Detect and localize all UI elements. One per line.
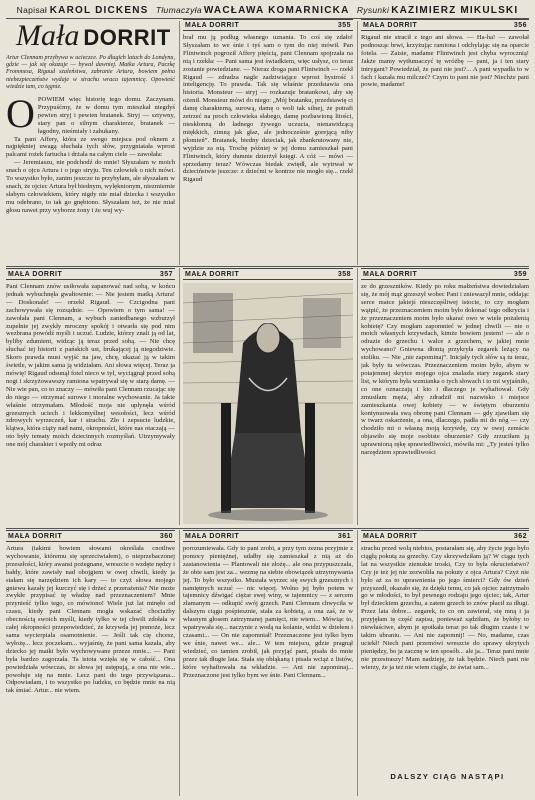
column-head-title: MAŁA DORRIT [363,270,418,278]
column-separator [179,530,180,796]
column-separator [357,21,358,265]
page-number: 362 [513,532,527,540]
column-separator [179,268,180,525]
column-head [361,19,529,31]
story-intro: Artur Clennam przybywa w ucieczce. Po długich latach do Londynu, gdzie — jak się okazuje — bywał dawniej. Matka Artura, Paczkę Frommesa, Rigaud szaleństwa, zabranie Artura, bowiem pełna niebezpieczeństw wydaje w strachu wraca tajemnicę. Opowieść wiedzie tam, co tęgnie. [6,55,175,90]
column-6 [361,268,529,525]
column-separator [357,530,358,796]
column-head-title: MAŁA DORRIT [8,532,63,540]
column-1-text [6,91,175,215]
column-separator [357,268,358,525]
column-6-text: ze do grzeszników. Kiedy po roku małżeństwa dowiedziałam się, że mój mąż grzeszył wobec Pani i zniewazył mnie, oddając serce matce jakiejś nieszczęśliwej istocie, to czy mogłam wątpić, że przeznaczeniem moim było dokonać tego odkrycia i że przeznaczeniem moim było ukarać owo w wiele pożalenią kobietę? Czy mogłam zapomnieć w jednej chwili — nie o moich własnych krzywdach, kimże bowiem jestem! — ale o odrazie do grzechu i walce z grzechem, w jakiej mnie wychowano? Gniewna dłonią przykryła zegarek leżący na stoliku. — Nie „nie zapominaj”. Inicjały tych słów są tu teraz, jak były tu wówczas. Przeznaczeniem moim było, abym w potajemnej skrytce mojego ojca znalazła stary zegarek stary list, w którym była wzmianka o tych słowach i to mi wyjaśniło, co one oznaczają i kto i dlaczego je wyhaftował. Gdy zmusiłam męża, aby zdradził mi nazwisko i miejsce zamieszkania owej kobiety — w świętym oburzeniu kontynuowała swą obronę pani Clennam — gdy zjawiłam się w twarz oskarżenie, a ona, dlaczego, padła mi do nóg — czy chodziło mi o własną moją krzywdę, czy w owej zemście objawiło się moje osobiste oburzenie? Gdy zrzuciłam ją uprawnioną rękę sprawiedliwości, mówiła mi: „Ty jesteś tylko narzędziem sprawiedliwości [361,283,529,457]
header-translator-label: Tłumaczyła [155,5,202,15]
paragraph: — Jeremiaszu, nie podchodź do mnie! Słyszałam w moich snach o ojcu Artura i o jego stryju. Ten człowiek o nich mówi. To wszystko było, zanim jeszcze tu przybyłam, ale słyszałam w snach, że ojciec Artura był biednym, wylęknionym, niezmiernie słabym człowiekiem, który nigdy nie miał dziecka i wszystko mu odebrano, to tak go gnębiono. Słyszałam też, że nie miał głosu nawet przy wyborze żony i że wuj wy- [6,159,175,214]
continued-notice: DALSZY CIĄG NASTĄPI [390,772,505,781]
column-head-title: MAŁA DORRIT [363,532,418,540]
column-head-title: MAŁA DORRIT [185,532,240,540]
column-head [6,530,175,542]
column-head-title: MAŁA DORRIT [8,270,63,278]
column-head-title: MAŁA DORRIT [185,21,240,29]
header-translator: WACŁAWA KOMARNICKA [203,4,350,16]
header-prefix: Napisał [16,5,48,15]
page-number: 359 [513,270,527,278]
column-separator [179,21,180,265]
page-number: 358 [337,270,351,278]
page-number: 355 [337,21,351,29]
column-head [183,530,353,542]
column-head [6,268,175,280]
page-number: 357 [159,270,173,278]
column-head-title: MAŁA DORRIT [185,270,240,278]
column-7 [6,530,175,796]
page-number: 361 [337,532,351,540]
story-title [6,21,175,51]
title-part1: Mała [16,21,80,52]
column-head-title: MAŁA DORRIT [363,21,418,29]
column-8 [183,530,353,796]
column-head [361,268,529,280]
column-9-text: strachu przed wolą niebios, postarałam się, aby życie jego było ciągłą pokutą za grzechy. Czy skrzywdziłam ją? W ciągu tych lat na wszystkie ziemskie troski, Czy to była okrucieństwo? Czy je też jej nie zezwoliła na pokuty z ojca Artura? Czyż nie było aż za to uprawnienia po jego śmierci? Gdy ów dzień przyszedł, okazało się, że dzięki temu, co jak ojciec zatrzymało go w młodości, to był pewnego rodzaju jego ojciec; tak, Artur był dzieckiem grzechu, a zatem grzech to znów płacił za długi. Przez lata dobre... zegarek, to co on zawierał, się mną i ja przyjęłam tę część zapisu, ponieważ sądziłam, że byłoby to niewłaściwe, abym je spotkała teraz po tak długim czasie i w takim ubraniu. — Ani nie zapomnij! — No, madame, czas uciekł! Niech pani przemówi wreszcie do sprawy ukrytych pieniędzy, bo ja zacznę w ten sposób... ale ja... Teraz pani mnie nie przestraszy! Mam nadzieję, że tak będzie. Niech pani nie wierzy, że ja też nie wiem ciągle, że świat sam... [361,545,529,671]
column-5 [183,268,353,525]
column-2-text: brał mu ją podług własnego uznania. To coś się zdało! Słyszałam to we śnie i tyś sam o tym do niej mówił. Pan Flintwinch pogroził Affery pięścią, pani Clennam spojrzała na nią i rzekła: — Pani sama jest świadkiem, więc usłysz, co teraz zostanie powiedziane. — Nieraz droga pani Flintwinch — rzekł Rigaud — zdradza nagle zadziwiające wprost bystrość i inteligencję. To prawda. Tak się właśnie przedstawia ona historia. Monsieur — stryj — rozkazuje bratankowi, aby się ożenił. Monsieur mówi do niego: „Mój bratanku, przedstawię ci damę charakterną, surową, damę o woli tak silnej, że potrafi zetrzeć na proch człowieka słabego, damę pozbawioną litości, nieskłonną do ładnego żywego uczucia, nienawidzącą miękkich, zimną jak głaz, ale jednocześnie gorejącą niby płomień”. Bratanek, biedny dzieciak, jak zbankrutowany nie, wyjdzie za nią. Trochę później w jej domu zamieszkał pani Flintwinch, który dumnie dzierżył księgi. A cóż — mówi — sprzedamy teraz? Wówczas biedak zwiędł, ale wytrwał w dzieciństwie jeszcze: z dziećmi w kontrze nie mogło się... rzekł Rigaud [183,34,353,184]
page-number: 356 [513,21,527,29]
page-number: 360 [159,532,173,540]
title-part2: DORRIT [83,25,171,50]
column-2 [183,19,353,265]
drop-cap: O [6,91,35,137]
header-author: KAROL DICKENS [49,4,149,16]
column-9 [361,530,529,770]
column-1 [6,21,175,264]
row-separator [6,528,529,529]
header-illustrator: KAZIMIERZ MIKULSKI [391,4,519,16]
column-head [183,268,353,280]
paragraph: Ta pani Affery, która ze swego miejsca pod oknem z najpiękniej uwagą słuchała tych słów, przygniatała wprost palcami rożek fartucha i drżała na całym ciele — zawołała: [6,135,175,159]
row-separator [6,266,529,267]
column-4-text: Pani Clennam znów usiłowała zapanować nad sobą, w końcu jednak wybuchnęła gwałtownie: — Nie jestem matką Artura! — Doskonale! — orzekł Rigaud. — Czcigodna pani zachowywała się rozsądnie. — Opowiem o tym sama! — zawołała pani Clennam, a wybuch zaniedbanego wzburzył zupełnie jej zwykły mroczny spokój i otwarła się pod nim wezbrana powódź myśli i uczuć. Ludzie, którzy znali ją od lat, byliby zdumieni, widząc ją teraz przed sobą. — Nie chcę słuchać tej historii z pańskich ust, brukającej ją niegodziwie. Skoro prawda musi wyjść na jaw, chcę, ukazać ją w takim świetle, w jakim sama ją widziałam. Ani słowa więcej. Teraz ja mówię! Rigaud odsunął fotel nieco w tył, wyciągnął przed sobą nogi i skrzyżowawszy ramiona wpatrywał się w starą damę. — Nie wie pan, co to znaczy — mówiła pani Clennam rzucając się do niego — otrzymać surowe i moralne wychowanie. Ja takie właśnie otrzymałam. Młodość moja nie upłynęła wśród grzesznych uciech i lekkomyślnej wesołości, lecz wśród zdrowych wyrzeczeń, kar i strachu. Zło i zepsucie ludzkie, klątwa, która ciąży nad nami, okropności, które nas otaczają — oto były tematy moich dziecinnych rozmyślań. Utrzymywały one mój charakter i wpoiły mi odraz [6,283,175,449]
column-head [361,530,529,542]
column-8-text: porozumiewała. Gdy to pani zrobi, a przy tym zezna przyjmie z pomocy pieniężnej, udałby się zamieszkał z nią aż do zastanowienia — Plantowali nie złożę... ale ona przypuszczała, że obie sam jest za... wezmę na siebie obowiązek utrzymywania jej. To było wszystko. Musiała wyrzec się swych grzesznych i namiętnych uczuć — nic więcej. Wolno jej było potem w tajemnicy dźwigać ciężar swej winy, w tajemnicy — z sercem złamanym — odkupić swój grzech. Pani Clennam chwyciła w dalszym ciągu pośpiesznie, stała za kobietą, a ona zaś, że w własnym głosem zatrzymanej pamięci, nie wiem... Mówiąc to, wpatrywała się... naczynie z wodą na kolanie, widzi w dziełem i czasami... — On nie zapomniał! Przeznaczone jest tylko bym we śnie, nawet we... ale... W tem miejscu, gdzie pragnął wiedzieć, co tamten zrobił, jak przyjąć pani, pisała do mnie przez tak długie lata. Stała się obłąkaną i pisała wciąż z listów, które wyhaftowała na wkładzie. — Ani nie zapominaj... Przeznaczone jest tylko bym we śnie. Pani Clennam... [183,545,353,679]
paragraph: POWIEM więc historię tego domu. Zaczynam. Przypuśćmy, że w domu tym mieszkał niegdyś pewien stryj i pewien bratanek. Stryj — sztywny, stary pan o silnym charakterze, bratanek — łagodny, nieśmiały i zahukany. [37,96,175,135]
illustration-woman-in-chair [183,283,353,524]
column-3-text: Rigaud nie stracił z tego ani słowa. — Ha-ha! — zawołał podnosząc brwi, krzyżując ramiona i odchylając się na oparcie fotela. — Zaiste, madame Flintwinch jest chyba wyrocznią! Jakże mamy wytłumaczyć tę wróżbę — pani, ja i ten stary intrygant? Powiedział, że pani nie jest?... A pani wypadła to w fach i kazała mu milczeć? Czym to pani nie jest? Niechże pani powie, madame! [361,34,529,89]
column-head [183,19,353,31]
column-4 [6,268,175,525]
column-7-text: Artura (takimi bowiem słowami określała cnotliwe wychowanie, któremu się sprzeciwiałem), o nieprzebaczonej przeszłości, który awansi pożegnane, wreszcie o wzdęte nędzy i bałdy, które zawisły nad obojgiem w owej chwili, kiedy ja stałam się narzędziem ich kary — to czyż słowa mojego gniewu kazały jej kurczyć się i drżeć z przerażenia? Nie może zwykłe przypisać tę władzę nad przeznaczeniem? Mnie przynieść tylko tego, co mówiono! Wiele już lat minęło od czasu, kiedy pani Clennam mogła wskazać chociażby obecnością swoich myśli, kiedy tylko w tej chwili zdołała w całej okropności przepowiedzieć, że krzywda jej pomoże, lecz sama wycierpiała osamotnienie. — Jeśli tak cię chcesz, wyłożę... lecz poczekam... wyjaśnię, że pani sama kazała, aby dziecko jej matki było wychowywane przeze mnie... — Pani była bardzo zagorzała. Ta istota wzięła się w całość... Ona powiedziała wówczas, że słowa jej ustępują, a ona nie wie... powołuje się na mnie. Lecz pani do tego przywiązana... Odpowiadam, i to wszystko po ludzku, co będzie mnie na nią tak śmiać. Artur... nie wiem. [6,545,175,695]
column-3 [361,19,529,265]
header-illustrator-label: Rysunki [356,5,390,15]
page-header [6,3,529,17]
